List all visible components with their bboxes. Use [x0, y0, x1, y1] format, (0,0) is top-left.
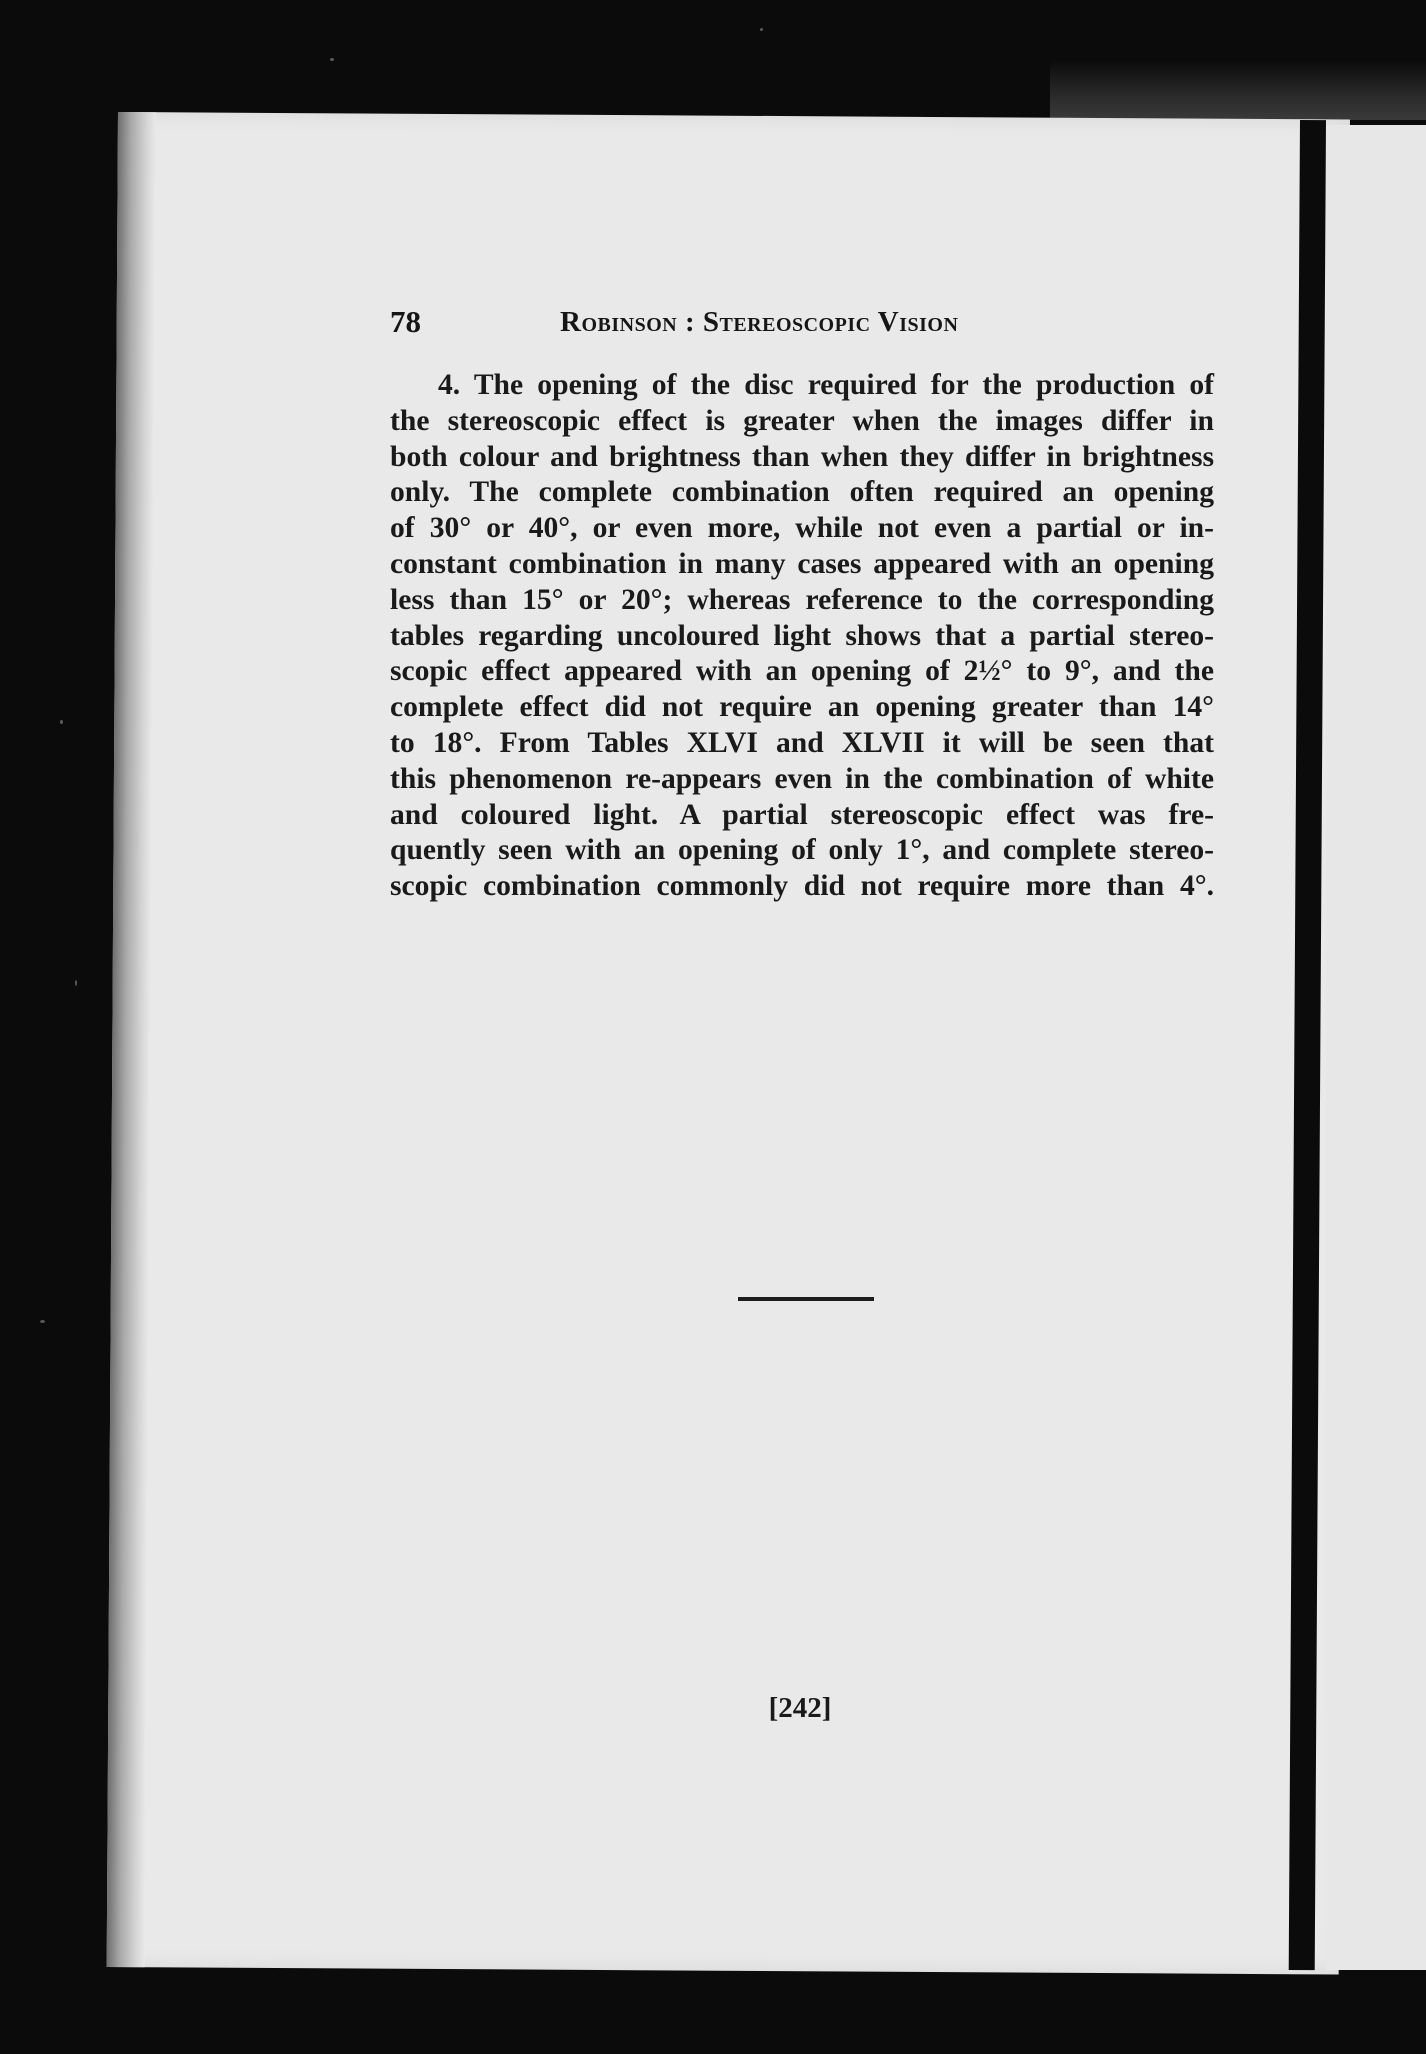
text-line: both colour and brightness than when they differ in brightness — [390, 440, 1214, 473]
text-line: of 30° or 40°, or even more, while not even a partial or in- — [390, 512, 1214, 545]
text-line: this phenomenon re-appears even in the combination of white — [390, 762, 1214, 795]
page-gutter — [107, 112, 156, 1967]
text-line: scopic combination commonly did not require more than 4°. — [390, 870, 1214, 903]
text-line: and coloured light. A partial stereoscopic effect was fre- — [390, 798, 1214, 831]
text-line: scopic effect appeared with an opening of 2½° to 9°, and the — [390, 655, 1214, 688]
text-line: only. The complete combination often required an opening — [390, 476, 1214, 509]
text-line: the stereoscopic effect is greater when the images differ in — [390, 404, 1214, 437]
dust-speck — [760, 28, 763, 31]
section-rule — [738, 1297, 874, 1301]
running-head-title: Robinson : Stereoscopic Vision — [560, 306, 959, 338]
page-reference: [242] — [768, 1692, 832, 1724]
dust-speck — [75, 980, 77, 986]
text-line: tables regarding uncoloured light shows that a partial stereo- — [390, 619, 1214, 652]
text-line: to 18°. From Tables XLVI and XLVII it will be seen that — [390, 726, 1214, 759]
dust-speck — [40, 1320, 45, 1323]
text-line: quently seen with an opening of only 1°, and complete stereo- — [390, 834, 1214, 867]
paragraph — [390, 368, 1214, 905]
text-line: complete effect did not require an opening greater than 14° — [390, 691, 1214, 724]
text-line: 4. The opening of the disc required for the production of — [438, 369, 1214, 401]
facing-page-edge — [1326, 125, 1426, 1970]
text-line: less than 15° or 20°; whereas reference to the corresponding — [390, 583, 1214, 616]
scan-border-shadow — [1050, 60, 1426, 120]
text-line: constant combination in many cases appeared with an opening — [390, 547, 1214, 580]
running-head — [390, 304, 1320, 344]
dust-speck — [60, 720, 63, 724]
dust-speck — [330, 58, 334, 61]
page-number: 78 — [390, 304, 421, 339]
